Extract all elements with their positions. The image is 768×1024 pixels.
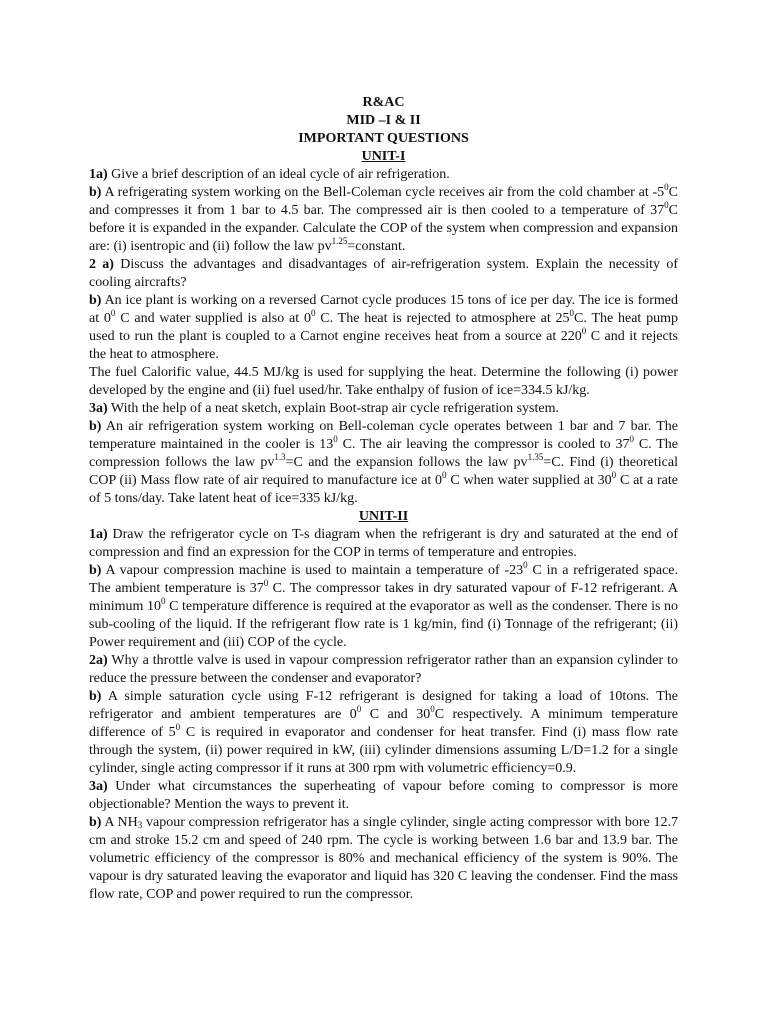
question-text: C. The heat is rejected to atmosphere at 25 bbox=[315, 311, 570, 326]
question-text: C at a rate of 5 tons/day. Take latent heat of ice=335 kJ/kg. bbox=[89, 473, 678, 506]
unit-title: UNIT-II bbox=[358, 509, 409, 524]
question-label: 3a) bbox=[89, 779, 108, 794]
question-text: Give a brief description of an ideal cycle of air refrigeration. bbox=[107, 167, 450, 182]
question-text: A vapour compression machine is used to maintain a temperature of -23 bbox=[101, 563, 524, 578]
question-text: C. The compressor takes in dry saturated vapour of F-12 refrigerant. A minimum 10 bbox=[89, 581, 678, 614]
question-label: b) bbox=[89, 419, 102, 434]
subscript: 3 bbox=[137, 820, 143, 830]
question-item bbox=[89, 562, 678, 652]
question-text: A NH bbox=[101, 815, 138, 830]
question-label: b) bbox=[89, 689, 102, 704]
question-item bbox=[89, 418, 678, 508]
doc-subject: R&AC bbox=[362, 95, 405, 110]
question-label: b) bbox=[89, 815, 102, 830]
question-item bbox=[89, 292, 678, 364]
question-item bbox=[89, 364, 678, 400]
question-text: C when water supplied at 30 bbox=[446, 473, 612, 488]
question-label: 2 a) bbox=[89, 257, 114, 272]
question-text: =constant. bbox=[347, 239, 406, 254]
superscript: 0 bbox=[175, 722, 181, 732]
question-text: C. The air leaving the compressor is cooled to 37 bbox=[337, 437, 630, 452]
question-item bbox=[89, 400, 678, 418]
superscript: 0 bbox=[310, 308, 316, 318]
superscript: 0 bbox=[664, 200, 669, 210]
question-text: vapour compression refrigerator has a single cylinder, single acting compressor with bore 12.7 cm and stroke 15.2 cm and speed of 240 rpm. The cycle is working between 1.6 bar and 13.9 bar. The volumetric efficiency of the compressor is 80% and mechanical efficiency of the system is 90%. The vapour is dry saturated leaving the evaporator and liquid has 320 C leaving the condenser. Find the mass flow rate, COP and power required to run the compressor. bbox=[89, 815, 678, 902]
doc-title: IMPORTANT QUESTIONS bbox=[298, 131, 469, 146]
question-item bbox=[89, 778, 678, 814]
question-label: 2a) bbox=[89, 653, 108, 668]
question-text: C and it rejects the heat to atmosphere. bbox=[89, 329, 678, 362]
question-item bbox=[89, 256, 678, 292]
question-text: An air refrigeration system working on Bell-coleman cycle operates between 1 bar and 7 bar. The temperature maintained in the cooler is 13 bbox=[89, 419, 678, 452]
question-text: C in a refrigerated space. The ambient temperature is 37 bbox=[89, 563, 678, 596]
question-text: C respectively. A minimum temperature difference of 5 bbox=[89, 707, 678, 740]
superscript: 0 bbox=[430, 704, 435, 714]
question-text: A simple saturation cycle using F-12 refrigerant is designed for taking a load of 10tons. The refrigerator and ambient temperatures are 0 bbox=[89, 689, 678, 722]
question-label: b) bbox=[89, 293, 102, 308]
question-text: With the help of a neat sketch, explain Boot-strap air cycle refrigeration system. bbox=[107, 401, 559, 416]
superscript: 0 bbox=[161, 596, 166, 606]
question-label: 3a) bbox=[89, 401, 108, 416]
question-text: Discuss the advantages and disadvantages of air-refrigeration system. Explain the necessity of cooling aircrafts? bbox=[89, 257, 678, 290]
question-text: C and compresses it from 1 bar to 4.5 bar. The compressed air is then cooled to a temperature of 37 bbox=[89, 185, 678, 218]
doc-exam: MID –I & II bbox=[346, 113, 421, 128]
superscript: 0 bbox=[110, 308, 116, 318]
question-label: 1a) bbox=[89, 527, 108, 542]
question-text: The fuel Calorific value, 44.5 MJ/kg is used for supplying the heat. Determine the following (i) power developed by the engine and (ii) fuel used/hr. Take enthalpy of fusion of ice=334.5 kJ/kg. bbox=[89, 365, 678, 398]
superscript: 1.35 bbox=[527, 452, 544, 462]
question-text: A refrigerating system working on the Bell-Coleman cycle receives air from the cold chamber at -5 bbox=[101, 185, 665, 200]
question-text: =C and the expansion follows the law pv bbox=[285, 455, 528, 470]
superscript: 1.25 bbox=[331, 236, 348, 246]
question-item bbox=[89, 184, 678, 256]
question-text: C temperature difference is required at the evaporator as well as the condenser. There is no sub-cooling of the liquid. If the refrigerant flow rate is 1 kg/min, find (i) Tonnage of the refrigerant; (ii) Power requirement and (iii) COP of the cycle. bbox=[89, 599, 678, 650]
superscript: 0 bbox=[664, 182, 669, 192]
superscript: 0 bbox=[629, 434, 634, 444]
question-text: C and 30 bbox=[361, 707, 431, 722]
superscript: 0 bbox=[333, 434, 338, 444]
question-text: =C. Find (i) theoretical COP (ii) Mass flow rate of air required to manufacture ice at 0 bbox=[89, 455, 678, 488]
question-item bbox=[89, 688, 678, 778]
superscript: 0 bbox=[611, 470, 617, 480]
question-item bbox=[89, 526, 678, 562]
question-item bbox=[89, 814, 678, 904]
superscript: 0 bbox=[356, 704, 362, 714]
question-text: An ice plant is working on a reversed Carnot cycle produces 15 tons of ice per day. The ice is formed at 0 bbox=[89, 293, 678, 326]
question-label: b) bbox=[89, 563, 102, 578]
question-text: C and water supplied is also at 0 bbox=[115, 311, 311, 326]
question-text: Draw the refrigerator cycle on T-s diagram when the refrigerant is dry and saturated at the end of compression and find an expression for the COP in terms of temperature and entropies. bbox=[89, 527, 678, 560]
superscript: 0 bbox=[523, 560, 528, 570]
question-item bbox=[89, 166, 678, 184]
question-label: b) bbox=[89, 185, 102, 200]
question-text: C before it is expanded in the expander. Calculate the COP of the system when compression and expansion are: (i) isentropic and (ii) follow the law pv bbox=[89, 203, 678, 254]
superscript: 0 bbox=[442, 470, 447, 480]
question-text: Under what circumstances the superheating of vapour before coming to compressor is more objectionable? Mention the ways to prevent it. bbox=[89, 779, 678, 812]
question-label: 1a) bbox=[89, 167, 108, 182]
question-text: Why a throttle valve is used in vapour compression refrigerator rather than an expansion cylinder to reduce the pressure between the condenser and evaporator? bbox=[89, 653, 678, 686]
units-container bbox=[89, 148, 678, 904]
question-text: C. The compression follows the law pv bbox=[89, 437, 678, 470]
superscript: 0 bbox=[581, 326, 587, 336]
question-item bbox=[89, 652, 678, 688]
superscript: 0 bbox=[569, 308, 575, 318]
question-text: C. The heat pump used to run the plant is coupled to a Carnot engine receives heat from a source at 220 bbox=[89, 311, 679, 344]
superscript: 1.3 bbox=[274, 452, 286, 462]
unit-title: UNIT-I bbox=[361, 149, 406, 164]
question-text: C is required in evaporator and condenser for heat transfer. Find (i) mass flow rate through the system, (ii) power required in kW, (iii) cylinder dimensions assuming L/D=1.2 for a single cylinder, single acting compressor if it runs at 300 rpm with volumetric efficiency=0.9. bbox=[89, 725, 679, 776]
superscript: 0 bbox=[263, 578, 269, 588]
